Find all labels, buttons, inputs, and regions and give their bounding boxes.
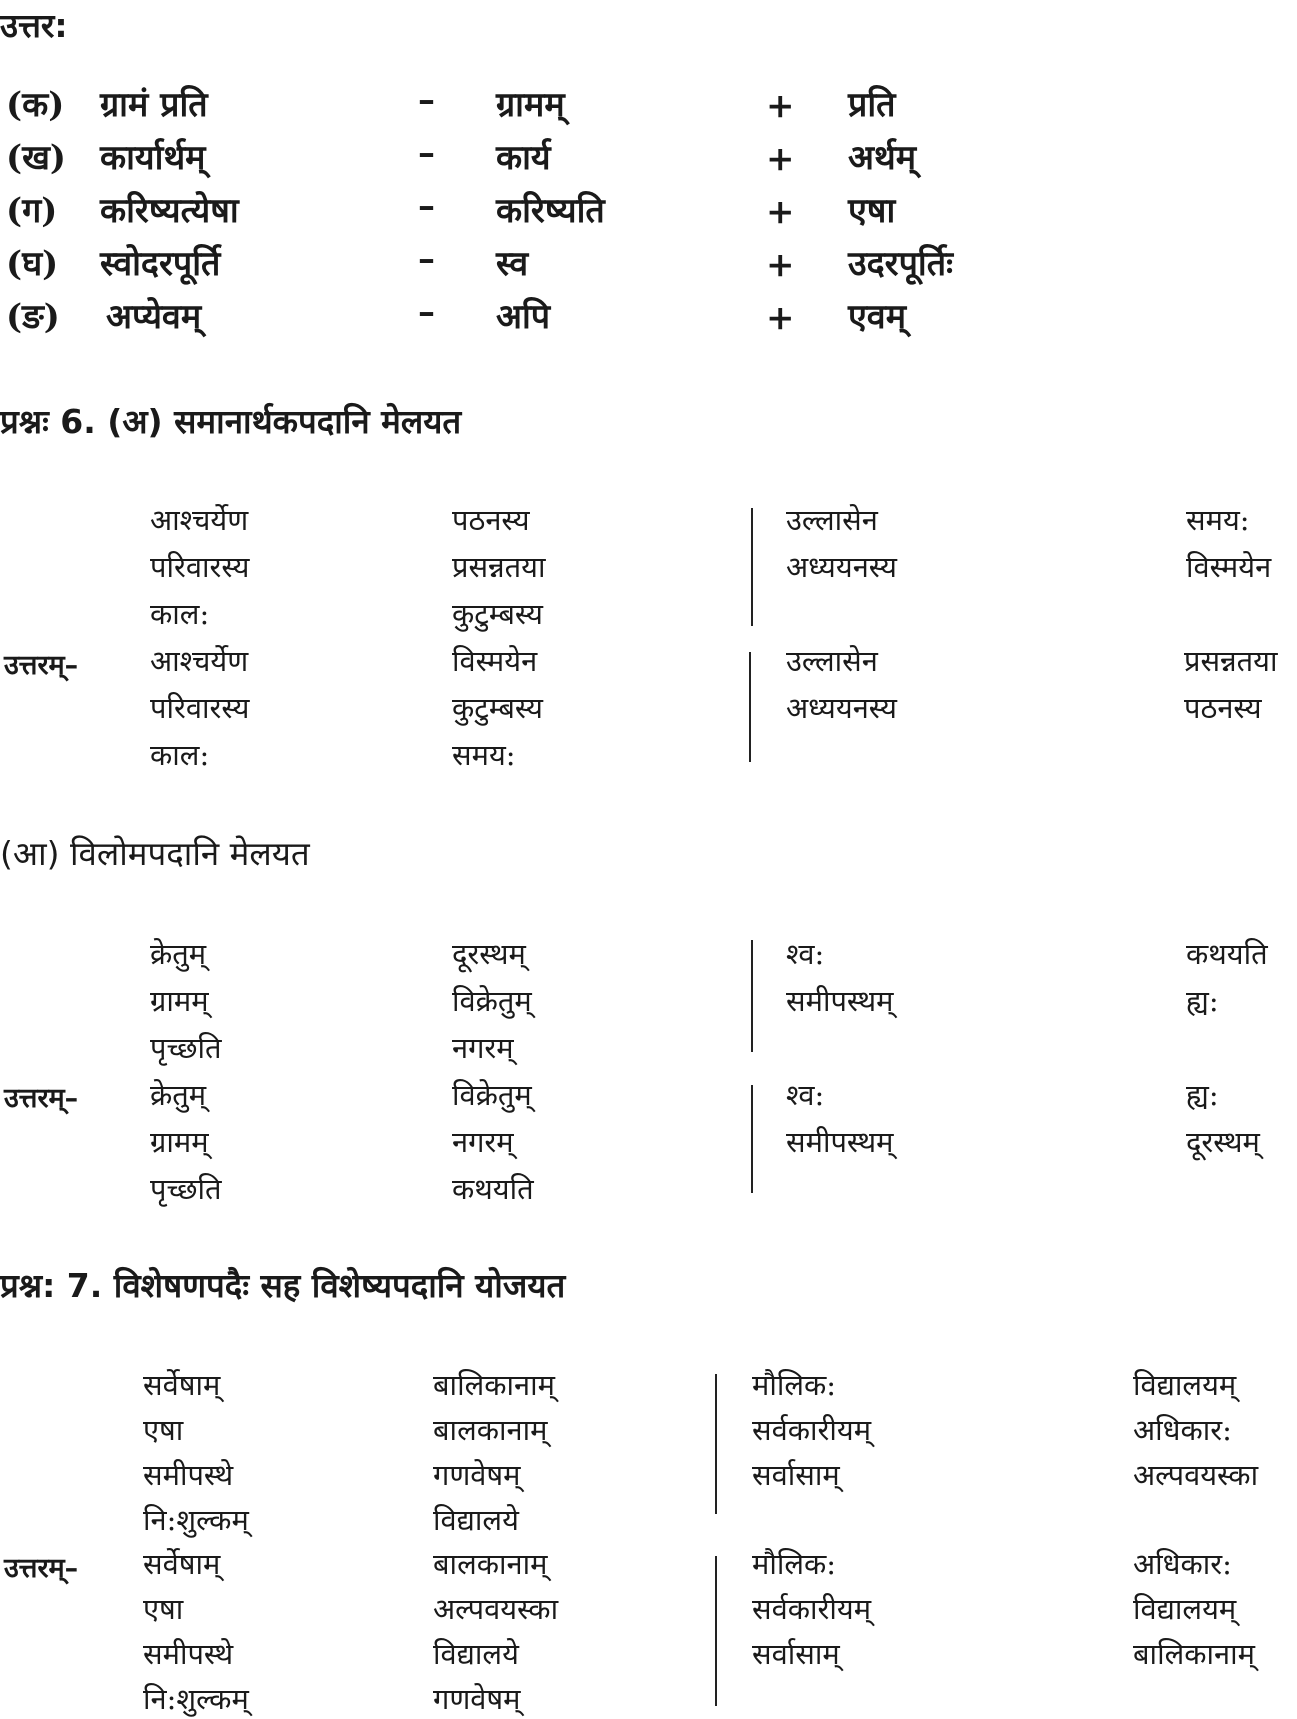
q6-q-col2-item: पठनस्य [452, 503, 530, 537]
q6b-a-col2-item: विक्रेतुम् [452, 1078, 532, 1112]
q6b-q-col1-item: ग्रामम् [150, 984, 209, 1018]
q6-a-col2-item: समय: [452, 738, 516, 772]
q6b-heading: (आ) विलोमपदानि मेलयत [0, 834, 310, 873]
q7-q-col2-item: बालिकानाम् [433, 1368, 555, 1402]
q6b-a-col1-item: पृच्छति [150, 1172, 222, 1206]
column-divider [751, 1085, 753, 1193]
sandhi-word: करिष्यत्येषा [100, 191, 239, 231]
q6-q-col3-item: अध्ययनस्य [786, 550, 897, 584]
sandhi-second-part: उदरपूर्तिः [848, 244, 953, 284]
sandhi-second-part: एषा [848, 191, 896, 231]
sandhi-plus: + [766, 86, 795, 126]
q6-a-col2-item: विस्मयेन [452, 644, 538, 678]
q6b-q-col2-item: नगरम् [452, 1031, 514, 1065]
q7-a-col2-item: विद्यालये [433, 1637, 519, 1671]
q6b-a-col4-item: दूरस्थम् [1186, 1125, 1260, 1159]
q7-a-col3-item: सर्वकारीयम् [752, 1592, 872, 1626]
sandhi-dash: – [418, 239, 435, 279]
sandhi-first-part: करिष्यति [496, 191, 605, 231]
q7-a-col1-item: नि:शुल्कम् [143, 1682, 249, 1716]
q7-a-col1-item: एषा [143, 1592, 184, 1626]
answer-heading: उत्तर: [0, 6, 68, 45]
q7-heading: प्रश्न: 7. विशेषणपदैः सह विशेष्यपदानि योजयत [0, 1266, 566, 1305]
sandhi-plus: + [766, 192, 795, 232]
q6b-q-col4-item: कथयति [1186, 937, 1268, 971]
q6b-q-col3-item: श्व: [786, 937, 825, 971]
answer-label: उत्तरम्– [4, 1553, 79, 1584]
q7-a-col1-item: समीपस्थे [143, 1637, 234, 1671]
q6b-a-col3-item: श्व: [786, 1078, 825, 1112]
q7-a-col3-item: मौलिक: [752, 1547, 837, 1581]
q6b-a-col1-item: ग्रामम् [150, 1125, 209, 1159]
q7-q-col2-item: विद्यालये [433, 1503, 519, 1537]
q7-a-col3-item: सर्वासाम् [752, 1637, 840, 1671]
q7-q-col1-item: नि:शुल्कम् [143, 1503, 249, 1537]
sandhi-word: ग्रामं प्रति [100, 85, 208, 125]
q6b-q-col1-item: क्रेतुम् [150, 937, 207, 971]
q6-q-col2-item: प्रसन्नतया [452, 550, 546, 584]
q6b-a-col1-item: क्रेतुम् [150, 1078, 207, 1112]
q6-a-col4-item: प्रसन्नतया [1184, 644, 1278, 678]
q6b-q-col4-item: ह्य: [1186, 984, 1219, 1018]
sandhi-row-label: (क) [6, 85, 65, 125]
q7-q-col1-item: समीपस्थे [143, 1458, 234, 1492]
q7-q-col1-item: सर्वेषाम् [143, 1368, 221, 1402]
q6-a-col1-item: काल: [150, 738, 210, 772]
q6-q-col1-item: परिवारस्य [150, 550, 250, 584]
sandhi-row-label: (ङ) [6, 297, 60, 337]
q7-a-col4-item: विद्यालयम् [1133, 1592, 1237, 1626]
column-divider [749, 652, 751, 762]
q6-a-col4-item: पठनस्य [1184, 691, 1262, 725]
column-divider [715, 1556, 717, 1706]
q6b-a-col3-item: समीपस्थम् [786, 1125, 894, 1159]
q6-a-col3-item: उल्लासेन [786, 644, 878, 678]
q7-a-col2-item: गणवेषम् [433, 1682, 521, 1716]
sandhi-dash: – [418, 292, 435, 332]
q6b-a-col4-item: ह्य: [1186, 1078, 1219, 1112]
q7-a-col4-item: अधिकार: [1133, 1547, 1232, 1581]
column-divider [715, 1374, 717, 1514]
q7-q-col3-item: सर्वकारीयम् [752, 1413, 872, 1447]
sandhi-second-part: अर्थम् [848, 138, 917, 178]
sandhi-plus: + [766, 245, 795, 285]
column-divider [751, 508, 753, 626]
q7-q-col4-item: अल्पवयस्का [1133, 1458, 1259, 1492]
q6b-q-col1-item: पृच्छति [150, 1031, 222, 1065]
q7-a-col1-item: सर्वेषाम् [143, 1547, 221, 1581]
sandhi-plus: + [766, 298, 795, 338]
q6-q-col1-item: आश्चर्येण [150, 503, 249, 537]
sandhi-first-part: ग्रामम् [496, 85, 565, 125]
q7-q-col4-item: विद्यालयम् [1133, 1368, 1237, 1402]
q7-q-col3-item: सर्वासाम् [752, 1458, 840, 1492]
sandhi-dash: – [418, 80, 435, 120]
sandhi-word: कार्यार्थम् [100, 138, 206, 178]
q6-q-col4-item: विस्मयेन [1186, 550, 1272, 584]
q7-a-col2-item: बालकानाम् [433, 1547, 548, 1581]
sandhi-plus: + [766, 139, 795, 179]
q7-a-col4-item: बालिकानाम् [1133, 1637, 1255, 1671]
sandhi-row-label: (ग) [6, 191, 58, 231]
q6b-q-col3-item: समीपस्थम् [786, 984, 894, 1018]
sandhi-word: स्वोदरपूर्ति [100, 244, 221, 284]
sandhi-row-label: (घ) [6, 244, 59, 284]
q6b-a-col2-item: कथयति [452, 1172, 534, 1206]
q7-q-col2-item: बालकानाम् [433, 1413, 548, 1447]
q6-a-col1-item: आश्चर्येण [150, 644, 249, 678]
answer-label: उत्तरम्– [4, 650, 79, 681]
sandhi-second-part: प्रति [848, 85, 896, 125]
q7-a-col2-item: अल्पवयस्का [433, 1592, 559, 1626]
q6-q-col2-item: कुटुम्बस्य [452, 597, 543, 631]
sandhi-word: अप्येवम् [106, 297, 202, 337]
q6-heading: प्रश्नः 6. (अ) समानार्थकपदानि मेलयत [0, 402, 462, 441]
q7-q-col1-item: एषा [143, 1413, 184, 1447]
q6b-q-col2-item: दूरस्थम् [452, 937, 526, 971]
q6-a-col1-item: परिवारस्य [150, 691, 250, 725]
sandhi-dash: – [418, 186, 435, 226]
q6-q-col4-item: समय: [1186, 503, 1250, 537]
q7-q-col3-item: मौलिक: [752, 1368, 837, 1402]
answer-label: उत्तरम्– [4, 1083, 79, 1114]
sandhi-first-part: स्व [496, 244, 529, 284]
q7-q-col4-item: अधिकार: [1133, 1413, 1232, 1447]
q6-a-col2-item: कुटुम्बस्य [452, 691, 543, 725]
sandhi-first-part: कार्य [496, 138, 551, 178]
q6-q-col1-item: काल: [150, 597, 210, 631]
q6b-a-col2-item: नगरम् [452, 1125, 514, 1159]
q7-q-col2-item: गणवेषम् [433, 1458, 521, 1492]
q6-a-col3-item: अध्ययनस्य [786, 691, 897, 725]
sandhi-first-part: अपि [496, 297, 551, 337]
q6-q-col3-item: उल्लासेन [786, 503, 878, 537]
sandhi-dash: – [418, 133, 435, 173]
column-divider [751, 940, 753, 1052]
sandhi-row-label: (ख) [6, 138, 66, 178]
q6b-q-col2-item: विक्रेतुम् [452, 984, 532, 1018]
sandhi-second-part: एवम् [848, 297, 907, 337]
